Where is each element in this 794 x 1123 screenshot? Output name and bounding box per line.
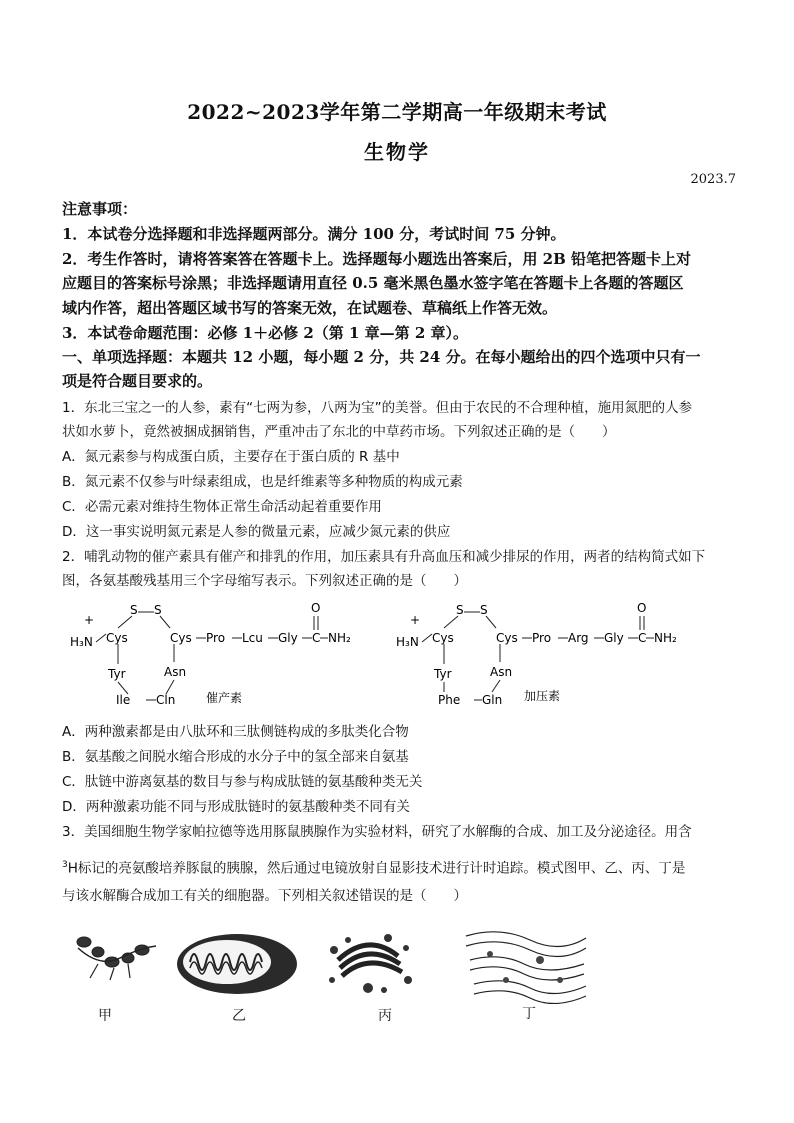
oxytocin-residue: Cys <box>106 631 128 645</box>
organelle-label-ding: 丁 <box>522 1006 536 1022</box>
question-2-stem: 图，各氨基酸残基用三个字母缩写表示。下列叙述正确的是（ ） <box>62 573 467 589</box>
exam-date: 2023.7 <box>690 172 736 187</box>
exam-title: 2022~2023学年第二学期高一年级期末考试 <box>187 100 607 124</box>
section-heading: 一、单项选择题：本题共 12 小题，每小题 2 分，共 24 分。在每小题给出的四个选项中只有一 <box>62 348 701 366</box>
oxytocin-sulfur: S <box>154 603 162 617</box>
question-1-option-c: C．必需元素对维持生物体正常生命活动起着重要作用 <box>62 499 382 515</box>
vasopressin-oxygen: O <box>637 602 647 615</box>
oxytocin-label: 催产素 <box>206 691 243 705</box>
question-3-stem: 与该水解酶合成加工有关的细胞器。下列相关叙述错误的是（ ） <box>62 888 467 904</box>
organelle-label-yi: 乙 <box>232 1008 246 1024</box>
vasopressin-residue: Phe <box>438 693 461 707</box>
endoplasmic-reticulum-icon <box>460 924 590 1004</box>
exam-subject: 生物学 <box>364 140 430 164</box>
note-line: 1．本试卷分选择题和非选择题两部分。满分 100 分，考试时间 75 分钟。 <box>62 225 566 243</box>
oxytocin-carbon: C <box>312 631 321 645</box>
vasopressin-carbon: C <box>638 631 647 645</box>
oxytocin-tail: Pro <box>206 631 226 645</box>
golgi-icon <box>318 926 418 1000</box>
question-2-option-a: A．两种激素都是由八肽环和三肽侧链构成的多肽类化合物 <box>62 724 409 740</box>
oxytocin-structure <box>66 602 366 712</box>
question-1-stem: 1．东北三宝之一的人参，素有“七两为参，八两为宝”的美誉。但由于农民的不合理种植，施用氮肥的人参 <box>62 400 693 416</box>
vasopressin-residue: Asn <box>490 665 513 679</box>
note-line: 域内作答，超出答题区域书写的答案无效，在试题卷、草稿纸上作答无效。 <box>62 299 558 317</box>
note-line: 2．考生作答时，请将答案答在答题卡上。选择题每小题选出答案后，用 2B 铅笔把答题卡上对 <box>62 250 692 268</box>
superscript-mass: 3 <box>62 860 68 870</box>
vasopressin-amide: NH₂ <box>654 631 677 645</box>
section-heading: 项是符合题目要求的。 <box>62 372 213 390</box>
question-2-stem: 2．哺乳动物的催产素具有催产和排乳的作用，加压素具有升高血压和减少排尿的作用，两者的结构简式如下 <box>62 549 706 565</box>
oxytocin-oxygen: O <box>311 602 321 615</box>
oxytocin-plus: + <box>84 613 95 627</box>
question-3-stem-text: H标记的亮氨酸培养豚鼠的胰腺，然后通过电镜放射自显影技术进行计时追踪。模式图甲、乙、丙、丁是 <box>67 860 686 877</box>
question-1-option-b: B．氮元素不仅参与叶绿素组成，也是纤维素等多种物质的构成元素 <box>62 474 463 490</box>
note-line: 3．本试卷命题范围：必修 1＋必修 2（第 1 章—第 2 章）。 <box>62 324 469 342</box>
oxytocin-amide: NH₂ <box>328 631 351 645</box>
oxytocin-residue: Asn <box>164 665 187 679</box>
oxytocin-residue: Cys <box>170 631 192 645</box>
question-3-stem: 3．美国细胞生物学家帕拉德等选用豚鼠胰腺作为实验材料，研究了水解酶的合成、加工及分泌途径。用含 <box>62 824 692 840</box>
question-3-stem <box>62 854 742 880</box>
note-line: 应题目的答案标号涂黑；非选择题请用直径 0.5 毫米黑色墨水签字笔在答题卡上各题的答题区 <box>62 274 684 292</box>
vasopressin-tail: Pro <box>532 631 552 645</box>
vasopressin-label: 加压素 <box>524 689 561 703</box>
question-2-option-d: D．两种激素功能不同与形成肽链时的氨基酸种类不同有关 <box>62 799 410 815</box>
vasopressin-terminal: H₃N <box>396 635 419 649</box>
question-1-option-d: D．这一事实说明氮元素是人参的微量元素，应减少氮元素的供应 <box>62 524 451 540</box>
oxytocin-terminal: H₃N <box>70 635 93 649</box>
vasopressin-sulfur: S <box>480 603 488 617</box>
oxytocin-residue: Cln <box>156 693 176 707</box>
vasopressin-structure <box>392 602 692 712</box>
oxytocin-tail: Lcu <box>242 631 263 645</box>
oxytocin-residue: Tyr <box>108 667 126 681</box>
vasopressin-tail: Gly <box>604 631 624 645</box>
question-1-option-a: A．氮元素参与构成蛋白质，主要存在于蛋白质的 R 基中 <box>62 449 400 465</box>
vasopressin-sulfur: S <box>456 603 464 617</box>
organelle-label-jia: 甲 <box>98 1008 112 1024</box>
vasopressin-residue: Gln <box>482 693 503 707</box>
question-2-option-b: B．氨基酸之间脱水缩合形成的水分子中的氢全部来自氨基 <box>62 749 409 765</box>
ribosome-icon <box>70 928 160 998</box>
oxytocin-residue: Ile <box>116 693 131 707</box>
vasopressin-residue: Cys <box>496 631 518 645</box>
question-2-option-c: C．肽链中游离氨基的数目与参与构成肽链的氨基酸种类无关 <box>62 774 423 790</box>
vasopressin-tail: Arg <box>568 631 589 645</box>
vasopressin-plus: + <box>410 613 421 627</box>
notes-heading: 注意事项： <box>62 200 138 218</box>
mitochondrion-icon <box>172 928 302 998</box>
oxytocin-sulfur: S <box>130 603 138 617</box>
vasopressin-residue: Cys <box>432 631 454 645</box>
oxytocin-tail: Gly <box>278 631 298 645</box>
vasopressin-residue: Tyr <box>434 667 452 681</box>
organelle-label-bing: 丙 <box>378 1008 392 1024</box>
question-1-stem: 状如水萝卜，竟然被捆成捆销售，严重冲击了东北的中草药市场。下列叙述正确的是（ ） <box>62 424 616 440</box>
